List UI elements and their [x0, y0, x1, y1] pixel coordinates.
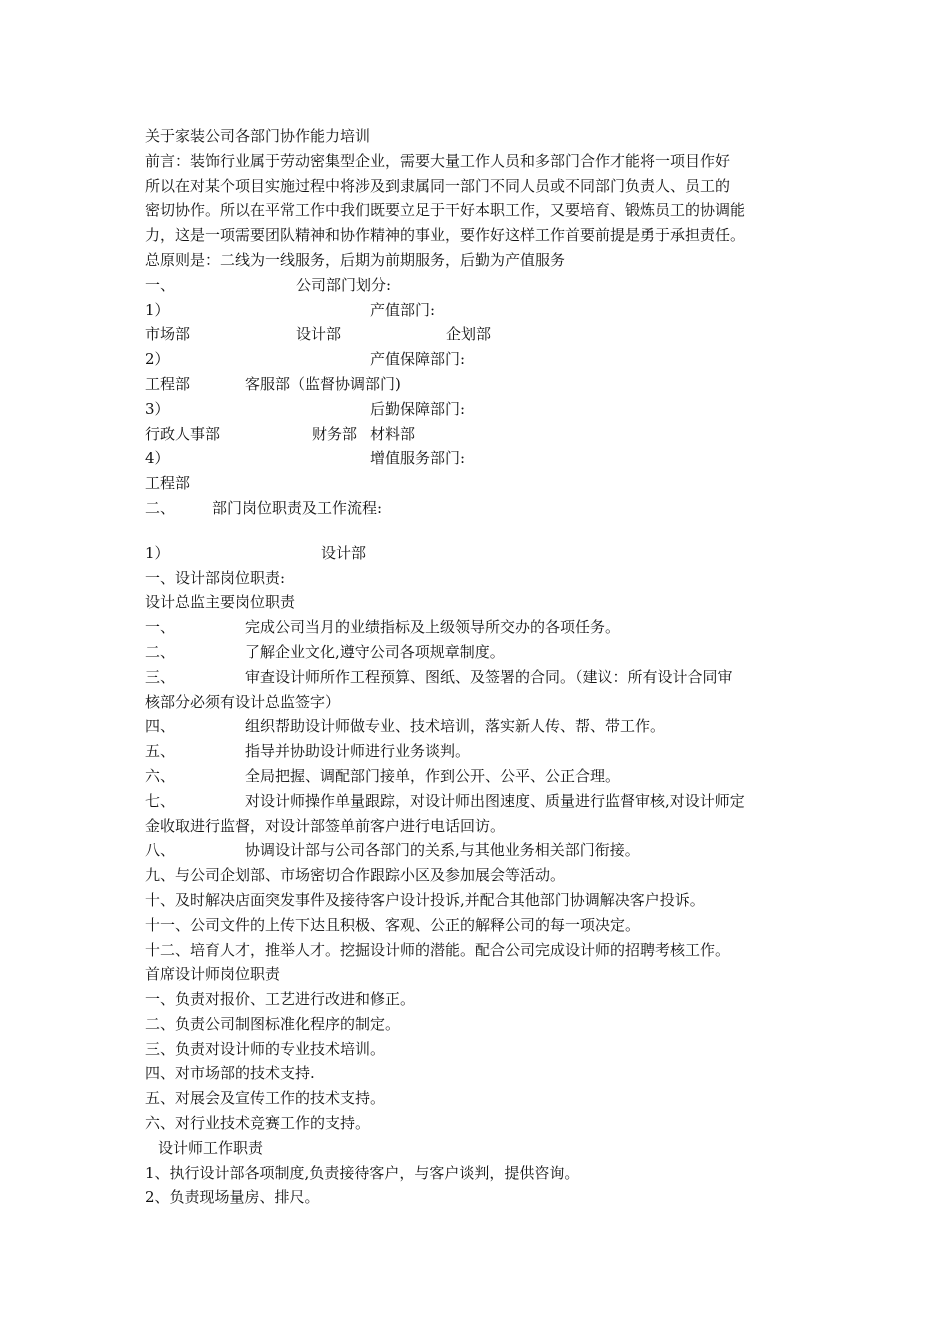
duty-item: 五、对展会及宣传工作的技术支持。 — [145, 1089, 386, 1108]
duty-number: 七、 — [145, 791, 176, 810]
intro-line: 前言：装饰行业属于劳动密集型企业，需要大量工作人员和多部门合作才能将一项目作好 — [145, 151, 731, 170]
department-title: 设计部 — [321, 543, 367, 562]
duty-text: 指导并协助设计师进行业务谈判。 — [245, 742, 471, 761]
duty-item: 九、与公司企划部、市场密切合作跟踪小区及参加展会等活动。 — [145, 866, 566, 885]
role-heading: 设计师工作职责 — [158, 1138, 264, 1157]
duty-item: 2、负责现场量房、排尺。 — [145, 1188, 320, 1207]
department-name: 设计部 — [296, 325, 342, 344]
duty-number: 一、 — [145, 618, 176, 637]
group-number: 3） — [145, 399, 170, 418]
duty-item: 十二、培育人才，推举人才。挖掘设计师的潜能。配合公司完成设计师的招聘考核工作。 — [145, 940, 731, 959]
duty-text: 全局把握、调配部门接单，作到公开、公平、公正合理。 — [245, 766, 621, 785]
department-list — [145, 422, 817, 447]
department-heading — [145, 541, 817, 566]
duty-number: 三、 — [145, 667, 176, 686]
duty-item: 二、负责公司制图标准化程序的制定。 — [145, 1014, 401, 1033]
duty-item — [145, 789, 817, 814]
document-body — [145, 124, 817, 1210]
department-list — [145, 471, 817, 496]
duty-item-continued — [145, 814, 817, 839]
duty-text: 协调设计部与公司各部门的关系,与其他业务相关部门衔接。 — [245, 841, 640, 860]
subsection-heading: 一、设计部岗位职责: — [145, 568, 286, 587]
role-heading: 首席设计师岗位职责 — [145, 965, 281, 984]
duty-text: 金收取进行监督，对设计部签单前客户进行电话回访。 — [145, 816, 506, 835]
section-heading — [145, 496, 817, 521]
group-number: 1） — [145, 300, 170, 319]
group-label: 产值部门: — [370, 300, 436, 319]
duty-text: 对设计师操作单量跟踪，对设计师出图速度、质量进行监督审核,对设计师定 — [245, 791, 745, 810]
section-heading — [145, 273, 817, 298]
section-number: 一、 — [145, 275, 176, 294]
duty-text: 核部分必须有设计总监签字） — [145, 692, 341, 711]
department-list — [145, 322, 817, 347]
section-number: 二、 — [145, 498, 176, 517]
department-name: 客服部（监督协调部门) — [245, 374, 401, 393]
department-name: 行政人事部 — [145, 424, 221, 443]
duty-item — [145, 838, 817, 863]
department-number: 1） — [145, 543, 170, 562]
intro-line: 所以在对某个项目实施过程中将涉及到隶属同一部门不同人员或不同部门负责人、员工的 — [145, 176, 731, 195]
duty-text: 完成公司当月的业绩指标及上级领导所交办的各项任务。 — [245, 618, 621, 637]
group-heading — [145, 298, 817, 323]
duty-item: 四、对市场部的技术支持. — [145, 1064, 315, 1083]
group-label: 后勤保障部门: — [370, 399, 466, 418]
doc-title: 关于家装公司各部门协作能力培训 — [145, 127, 371, 145]
duty-item: 三、负责对设计师的专业技术培训。 — [145, 1039, 386, 1058]
duty-text: 组织帮助设计师做专业、技术培训，落实新人传、帮、带工作。 — [245, 717, 666, 736]
duty-item — [145, 764, 817, 789]
duty-item — [145, 665, 817, 690]
duty-number: 二、 — [145, 642, 176, 661]
group-heading — [145, 446, 817, 471]
intro-line: 密切协作。所以在平常工作中我们既要立足于干好本职工作，又要培育、锻炼员工的协调能 — [145, 201, 746, 220]
duty-item — [145, 615, 817, 640]
duty-item: 十一、公司文件的上传下达且积极、客观、公正的解释公司的每一项决定。 — [145, 915, 641, 934]
duty-item: 十、及时解决店面突发事件及接待客户设计投诉,并配合其他部门协调解决客户投诉。 — [145, 890, 705, 909]
group-label: 增值服务部门: — [370, 449, 466, 468]
group-label: 产值保障部门: — [370, 350, 466, 369]
department-name: 财务部 — [312, 424, 358, 443]
department-name: 工程部 — [145, 374, 191, 393]
group-heading — [145, 397, 817, 422]
duty-item: 1、执行设计部各项制度,负责接待客户，与客户谈判，提供咨询。 — [145, 1163, 580, 1182]
duty-item — [145, 640, 817, 665]
group-heading — [145, 347, 817, 372]
duty-item: 一、负责对报价、工艺进行改进和修正。 — [145, 990, 416, 1009]
department-name: 市场部 — [145, 325, 191, 344]
blank-line — [145, 521, 817, 541]
role-heading: 设计总监主要岗位职责 — [145, 593, 296, 612]
department-name: 工程部 — [145, 474, 191, 493]
duty-text: 审查设计师所作工程预算、图纸、及签署的合同。（建议：所有设计合同审 — [245, 667, 733, 686]
duty-number: 八、 — [145, 841, 176, 860]
group-number: 2） — [145, 350, 170, 369]
department-name: 企划部 — [446, 325, 492, 344]
department-name: 材料部 — [370, 424, 416, 443]
duty-number: 五、 — [145, 742, 176, 761]
section-title: 部门岗位职责及工作流程: — [212, 498, 383, 517]
duty-number: 六、 — [145, 766, 176, 785]
duty-item: 六、对行业技术竞赛工作的支持。 — [145, 1114, 371, 1133]
intro-line: 力，这是一项需要团队精神和协作精神的事业，要作好这样工作首要前提是勇于承担责任。 — [145, 226, 746, 245]
duty-item-continued — [145, 690, 817, 715]
department-list — [145, 372, 817, 397]
duty-number: 四、 — [145, 717, 176, 736]
group-number: 4） — [145, 449, 170, 468]
duty-item — [145, 739, 817, 764]
principle: 总原则是：二线为一线服务，后期为前期服务，后勤为产值服务 — [145, 250, 566, 269]
section-title: 公司部门划分: — [296, 275, 392, 294]
duty-item — [145, 714, 817, 739]
duty-text: 了解企业文化,遵守公司各项规章制度。 — [245, 642, 505, 661]
